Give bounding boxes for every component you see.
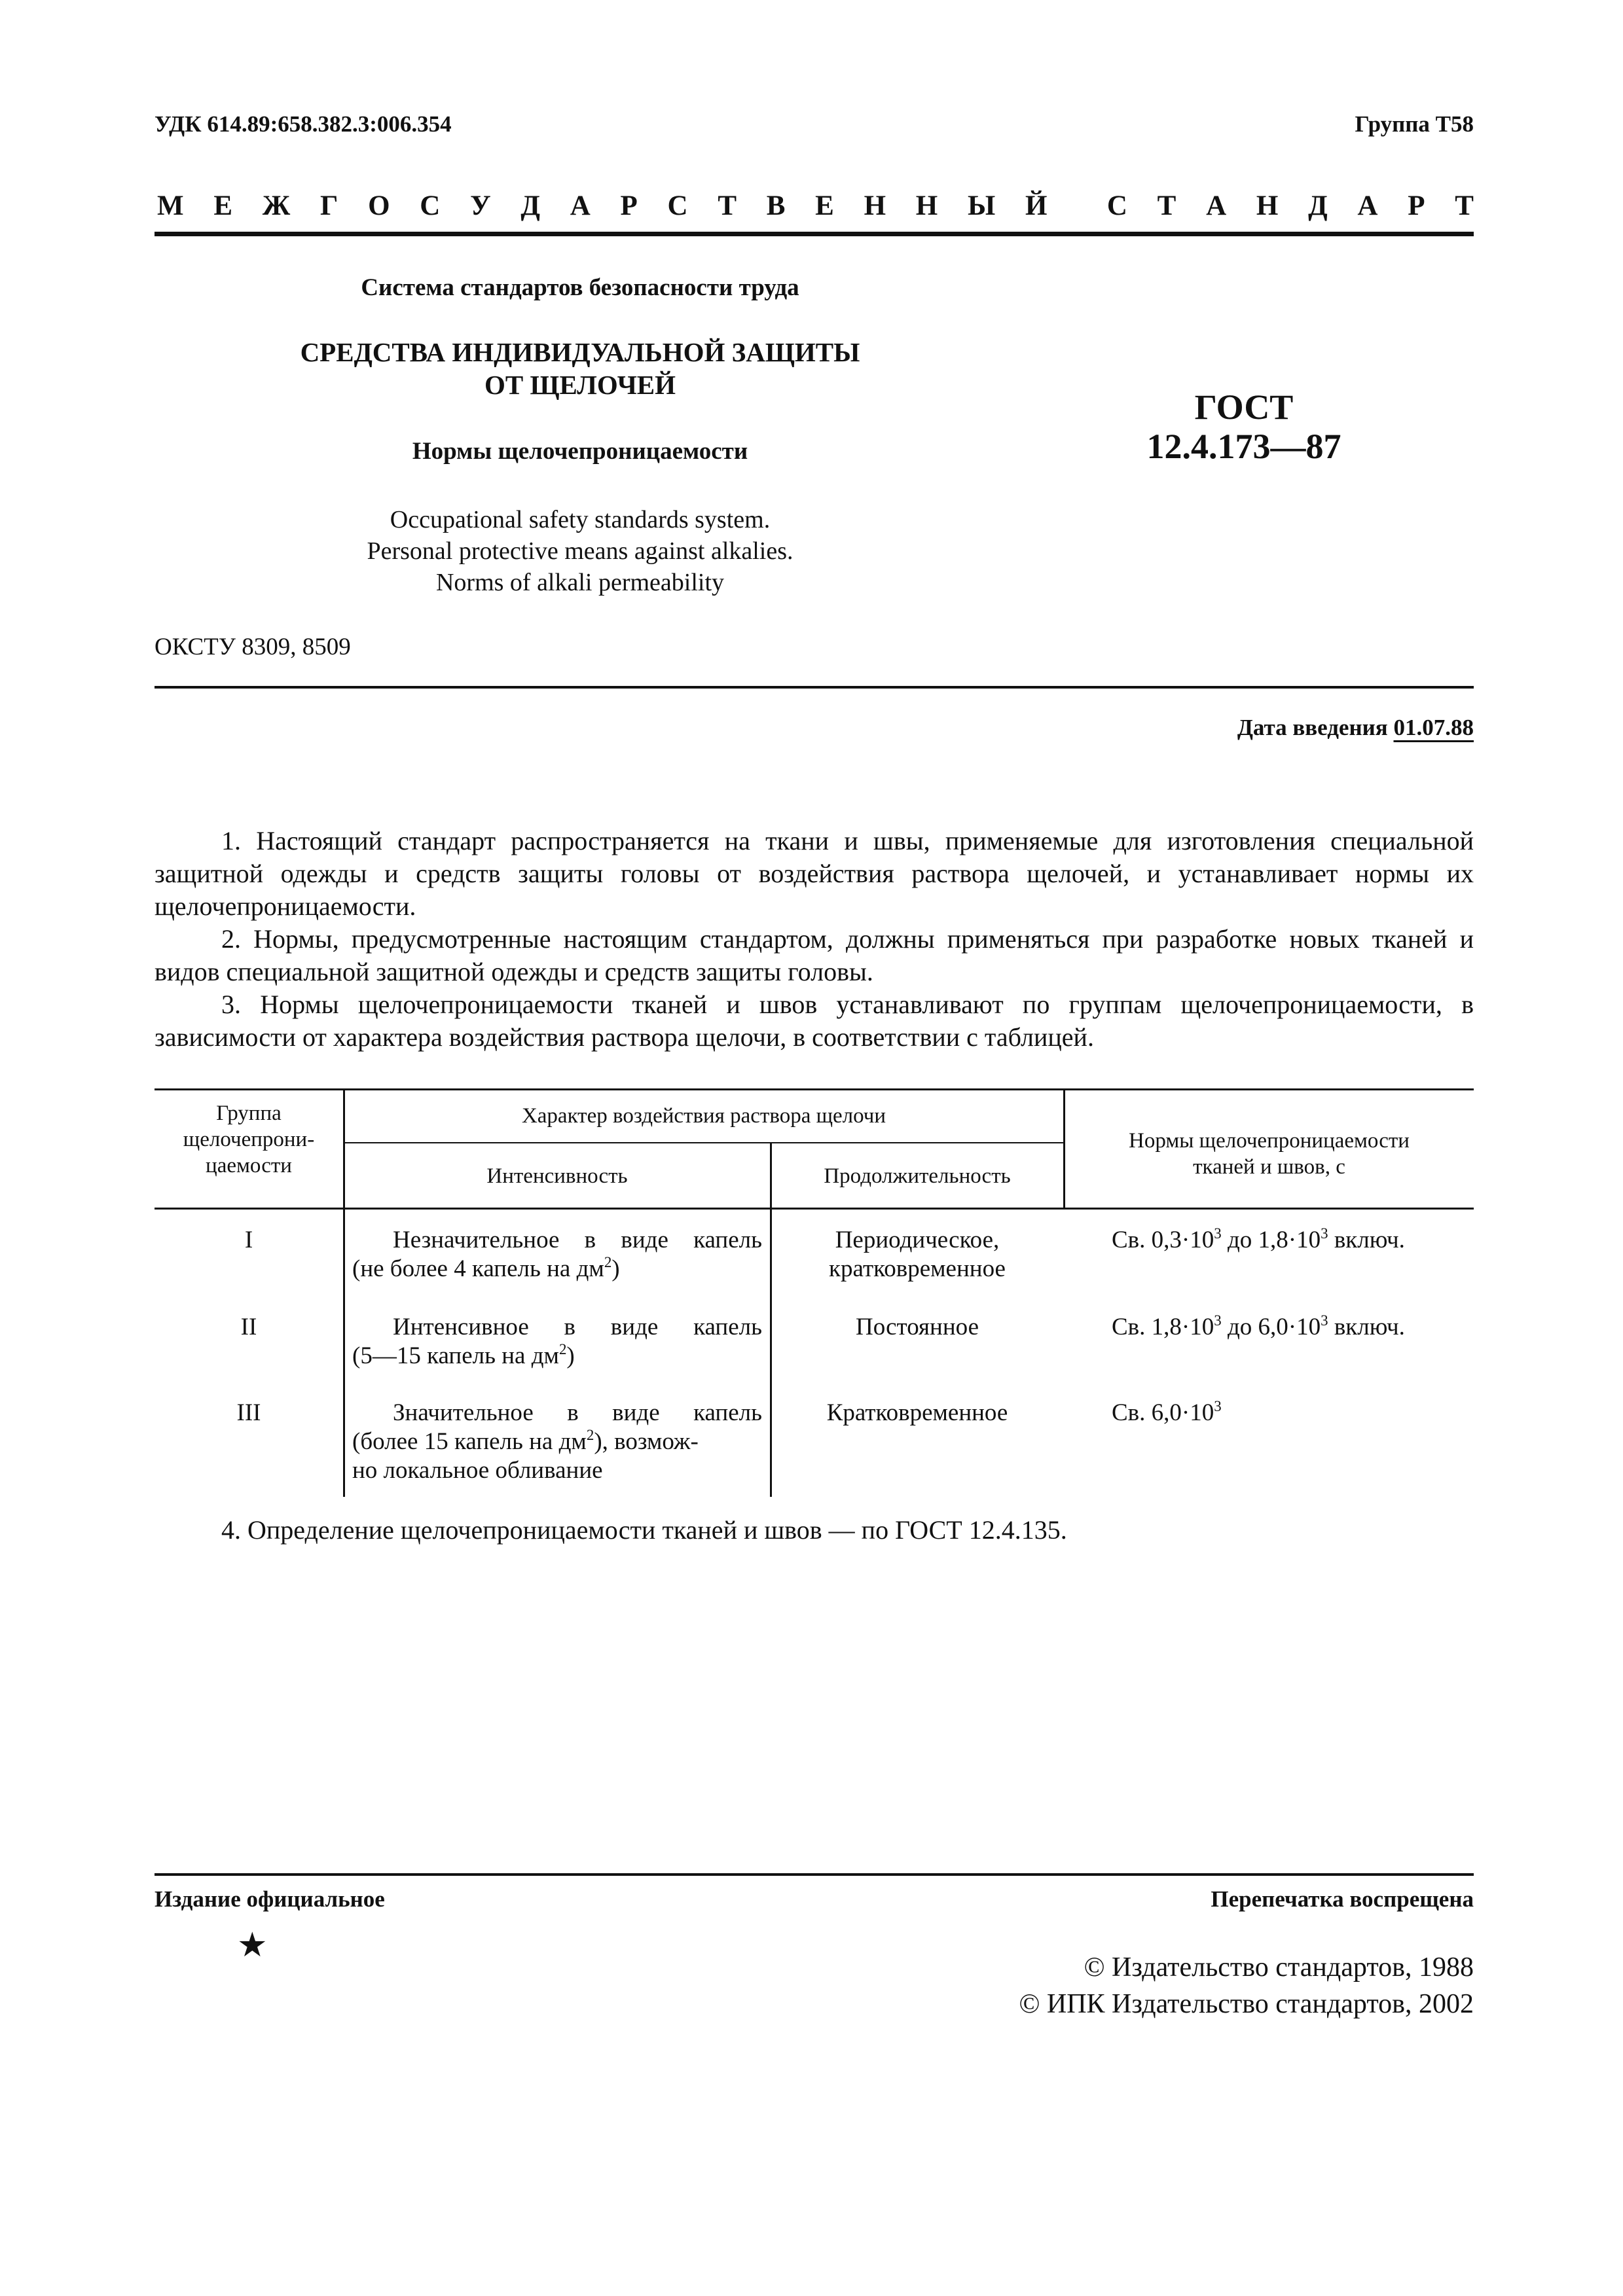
banner-letter: А [1206,190,1227,221]
introduction-date [1237,715,1474,741]
banner-letter: Ж [262,190,291,221]
cell-norm: Св. $6,0\cdot 10^3$ [1112,1397,1222,1426]
banner-letter: У [470,190,491,221]
table-col-divider-1 [343,1088,345,1497]
copyright-1988: © Издательство стандартов, 1988 [1084,1952,1474,1982]
paragraph-4: 4. Определение щелочепроницаемости тканей и швов — по ГОСТ 12.4.135. [221,1515,1067,1545]
banner-letter: В [766,190,786,221]
header-divider [155,686,1474,689]
header-group: Группа щелочепрони- цаемости [183,1102,315,1177]
banner-letter: Р [1408,190,1425,221]
introduction-date-value: 01.07.88 [1393,715,1474,740]
document-title [155,336,1006,401]
banner-letter: Н [864,190,886,221]
standards-system-title: Система стандартов безопасности труда [361,274,799,301]
banner-letter: Й [1025,190,1048,221]
cell-group: III [236,1399,261,1426]
document-subtitle: Нормы щелочепроницаемости [412,438,748,465]
header-norms: Нормы щелочепроницаемости тканей и швов, с [1129,1129,1410,1179]
banner-letter: Ы [967,190,996,221]
banner-letter: Т [1157,190,1176,221]
banner-letter: А [570,190,591,221]
banner-letter: Н [915,190,938,221]
cell-duration: Постоянное [855,1314,979,1340]
copyright-block [1019,1949,1474,2022]
paragraph-3: 3. Нормы щелочепроницаемости тканей и швов устанавливают по группам щелочепроницаемости, в зависимости от характера воздействия раствора щелочи, в соответствии с таблицей. [155,990,1474,1052]
banner-letter: С [420,190,441,221]
banner-letter: Н [1256,190,1279,221]
paragraph-1: 1. Настоящий стандарт распространяется на ткани и швы, применяемые для изготовления специальной защитной одежды и средств защиты головы от воздействия раствора щелочей, и устанавливает нормы их щелочепроницаемости. [155,826,1474,921]
gost-designation [1061,387,1427,466]
cell-duration: Кратковременное [826,1399,1008,1426]
title-line-2: ОТ ЩЕЛОЧЕЙ [484,370,676,400]
cell-norm: Св. $1,8\cdot 10^3$ до $6,0\cdot 10^3$ включ. [1112,1312,1405,1340]
official-edition: Издание официальное [155,1886,385,1912]
gost-number: 12.4.173—87 [1146,427,1341,466]
banner-letter: Е [815,190,834,221]
gost-label: ГОСТ [1194,387,1294,427]
banner-letter: С [667,190,688,221]
reprint-prohibited: Перепечатка воспрещена [1211,1886,1474,1912]
interstate-standard-banner [157,190,1474,222]
banner-letter: Е [213,190,233,221]
cell-norm: Св. $0,3\cdot 10^3$ до $1,8\cdot 10^3$ включ. [1112,1225,1405,1253]
cell-intensity: Значительное в виде капель (более 15 капель на $дм^2$), возмож- но локальное обливание [352,1399,762,1484]
paragraph-2: 2. Нормы, предусмотренные настоящим стандартом, должны применяться при разработке новых тканей и видов специальной защитной одежды и средств защиты головы. [155,924,1474,986]
cell-intensity: Интенсивное в виде капель (5—15 капель на $дм^2$) [352,1314,762,1369]
header-character: Характер воздействия раствора щелочи [521,1104,886,1128]
header-intensity: Интенсивность [486,1164,628,1188]
footer-divider [155,1873,1474,1876]
udk-code: УДК 614.89:658.382.3:006.354 [155,111,452,137]
banner-letter: А [1357,190,1378,221]
group-code: Группа Т58 [1355,111,1474,137]
okstu-code: ОКСТУ 8309, 8509 [155,634,351,660]
table-header-bottom-border [155,1208,1474,1210]
introduction-date-label: Дата введения [1237,715,1388,740]
banner-letter: Т [1455,190,1474,221]
banner-letter: С [1106,190,1127,221]
english-line-3: Norms of alkali permeability [435,569,725,596]
cell-group: I [244,1227,253,1253]
banner-letter: М [157,190,184,221]
banner-letter: Д [1308,190,1328,221]
table-header-subrule [343,1142,1065,1143]
banner-letter: О [368,190,390,221]
banner-letter: Д [520,190,540,221]
cell-intensity: Незначительное в виде капель (не более 4 капель на $дм^2$) [352,1227,762,1282]
english-line-2: Personal protective means against alkalies. [367,537,793,565]
title-line-1: СРЕДСТВА ИНДИВИДУАЛЬНОЙ ЗАЩИТЫ [300,337,860,367]
banner-rule [155,232,1474,236]
banner-letter: Р [620,190,638,221]
english-line-1: Occupational safety standards system. [390,506,771,533]
cell-duration: Периодическое, кратковременное [829,1227,1006,1282]
star-icon: ★ [237,1927,268,1964]
header-duration: Продолжительность [824,1164,1011,1188]
cell-group: II [240,1314,257,1340]
banner-letter: Т [718,190,737,221]
banner-letter: Г [320,190,338,221]
copyright-2002: © ИПК Издательство стандартов, 2002 [1019,1989,1474,2019]
english-title [155,504,1006,598]
table-top-border [155,1088,1474,1090]
